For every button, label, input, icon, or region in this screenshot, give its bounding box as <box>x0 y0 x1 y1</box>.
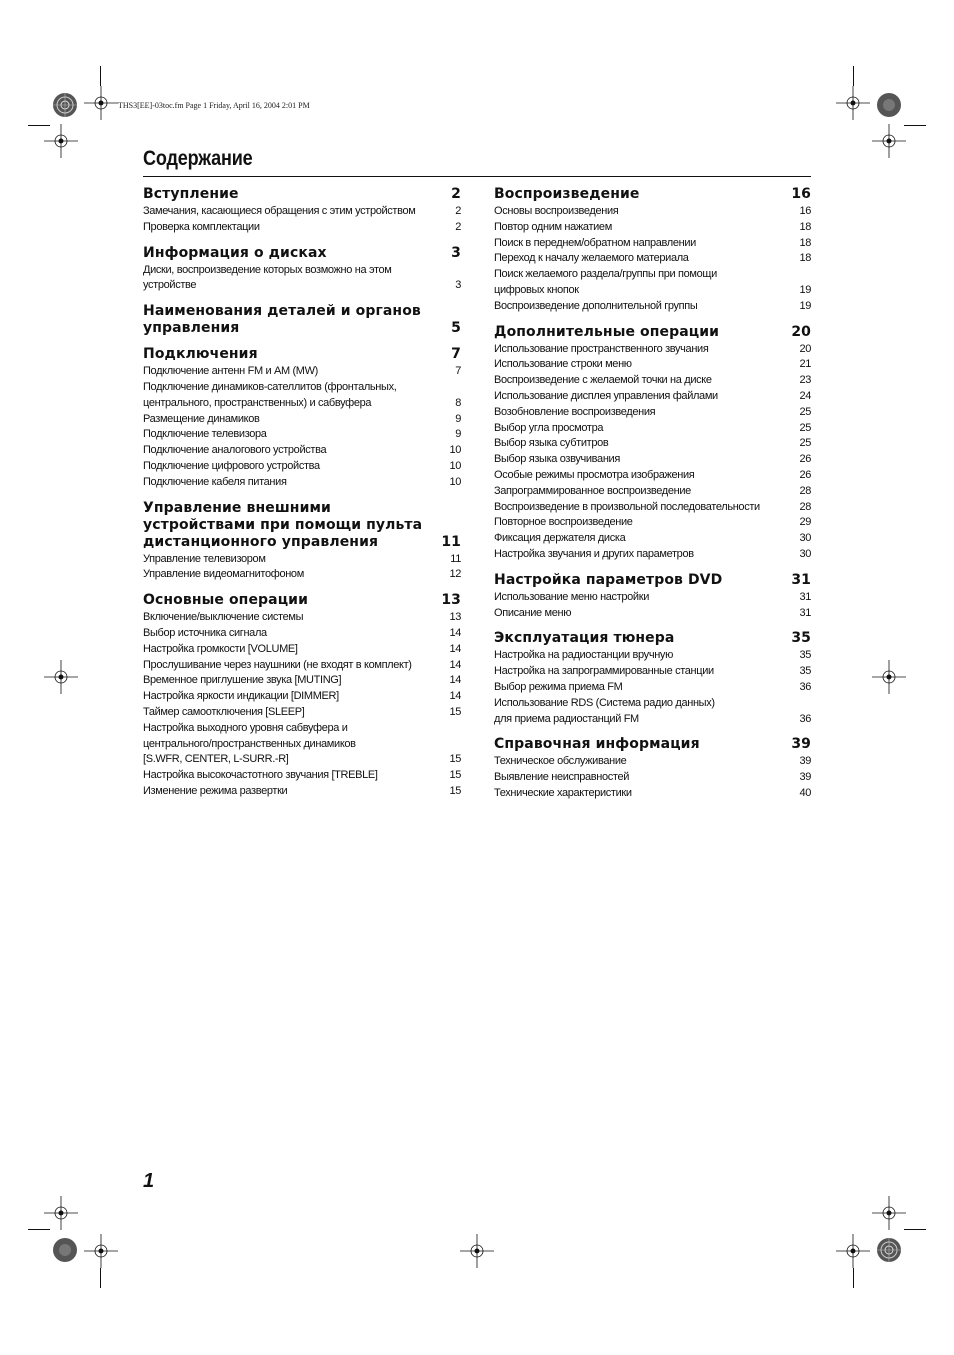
entry-title: Выбор языка субтитров <box>494 437 609 450</box>
entry-title: Подключение антенн FM и AM (MW) <box>143 365 318 378</box>
crosshair-mark-top-right <box>836 86 870 120</box>
entry-title: Подключение аналогового устройства <box>143 444 327 457</box>
section-heading[interactable] <box>143 534 461 551</box>
entry-title: Прослушивание через наушники (не входят в комплект) <box>143 658 412 671</box>
crosshair-mark-middle-right <box>872 660 906 694</box>
registration-mark-bottom-left-circle <box>52 1237 78 1263</box>
crosshair-mark-bottom-right <box>836 1234 870 1268</box>
entry-page-number: 39 <box>799 771 811 784</box>
file-info-slug: THS3[EE]-03toc.fm Page 1 Friday, April 16, 2004 2:01 PM <box>118 101 310 110</box>
entry-title: цифровых кнопок <box>494 283 579 296</box>
entry-page-number: 30 <box>799 547 811 560</box>
entry-title-line[interactable]: Подключение динамиков-сателлитов (фронтальных, <box>143 380 397 393</box>
entry-page-number: 25 <box>799 421 811 434</box>
entry-title: Таймер самоотключения [SLEEP] <box>143 705 305 718</box>
entry-page-number: 10 <box>449 475 461 488</box>
crosshair-mark-lower-right <box>872 1196 906 1230</box>
toc-entry[interactable] <box>143 689 461 705</box>
entry-title: Техническое обслуживание <box>494 755 627 768</box>
entry-page-number: 20 <box>799 342 811 355</box>
trim-line-bottom-right-horizontal <box>904 1229 926 1230</box>
toc-section <box>494 324 811 563</box>
title-rule <box>143 176 811 177</box>
toc-entry[interactable] <box>494 236 811 252</box>
section-heading-label: Подключения <box>143 346 258 363</box>
entry-page-number: 40 <box>799 786 811 799</box>
entry-title: Использование строки меню <box>494 358 632 371</box>
entry-page-number: 26 <box>799 468 811 481</box>
entry-page-number: 28 <box>799 484 811 497</box>
entry-page-number: 31 <box>799 590 811 603</box>
entry-title: Повторное воспроизведение <box>494 516 633 529</box>
toc-entry[interactable] <box>494 299 811 315</box>
toc-section <box>143 500 461 584</box>
entry-title: Описание меню <box>494 606 572 619</box>
entry-page-number: 29 <box>799 516 811 529</box>
toc-entry[interactable] <box>494 590 811 606</box>
crosshair-mark-upper-right <box>872 124 906 158</box>
section-heading-label: Вступление <box>143 186 239 202</box>
section-heading[interactable] <box>494 572 811 589</box>
toc-entry[interactable] <box>143 752 461 768</box>
toc-section <box>494 736 811 801</box>
entry-title: [S.WFR, CENTER, L-SURR.-R] <box>143 753 289 766</box>
entry-page-number: 31 <box>799 606 811 619</box>
section-page-number: 35 <box>791 630 811 647</box>
registration-mark-top-right-circle <box>876 92 902 118</box>
section-heading[interactable] <box>143 346 461 363</box>
entry-list <box>494 590 811 622</box>
entry-list <box>143 552 461 584</box>
entry-page-number: 25 <box>799 405 811 418</box>
entry-title: Выбор угла просмотра <box>494 421 604 434</box>
toc-entry[interactable] <box>143 552 461 568</box>
crosshair-mark-lower-left <box>44 1196 78 1230</box>
toc-entry[interactable] <box>494 357 811 373</box>
section-page-number: 31 <box>791 571 811 588</box>
section-page-number: 11 <box>441 533 461 550</box>
toc-entry[interactable] <box>143 412 461 428</box>
entry-title: Возобновление воспроизведения <box>494 405 656 418</box>
entry-title: Включение/выключение системы <box>143 611 304 624</box>
section-heading[interactable] <box>143 592 461 609</box>
toc-entry[interactable] <box>143 705 461 721</box>
entry-title: Поиск в переднем/обратном направлении <box>494 236 696 249</box>
toc-entry[interactable] <box>143 220 461 236</box>
toc-entry[interactable] <box>494 283 811 299</box>
entry-page-number: 30 <box>799 532 811 545</box>
entry-page-number: 14 <box>449 626 461 639</box>
entry-page-number: 12 <box>449 568 461 581</box>
entry-page-number: 11 <box>450 552 461 565</box>
section-heading-label: дистанционного управления <box>143 533 379 550</box>
entry-title: Замечания, касающиеся обращения с этим устройством <box>143 205 416 217</box>
entry-title: Выбор режима приема FM <box>494 680 623 693</box>
entry-list <box>494 754 811 801</box>
entry-page-number: 28 <box>799 500 811 513</box>
toc-entry[interactable] <box>494 648 811 664</box>
section-heading-line[interactable]: Управление внешними <box>143 499 331 516</box>
entry-title: Выявление неисправностей <box>494 771 630 784</box>
entry-page-number: 13 <box>449 611 461 624</box>
section-heading[interactable] <box>143 186 461 203</box>
toc-entry[interactable] <box>494 531 811 547</box>
entry-page-number: 10 <box>449 444 461 457</box>
entry-title: Переход к началу желаемого материала <box>494 252 689 265</box>
entry-title: Запрограммированное воспроизведение <box>494 484 691 497</box>
entry-title: Воспроизведение с желаемой точки на диске <box>494 374 712 387</box>
toc-entry[interactable] <box>494 515 811 531</box>
section-heading-label: Воспроизведение <box>494 186 640 202</box>
toc-section <box>143 346 461 490</box>
toc-section <box>494 186 811 315</box>
toc-entry[interactable] <box>143 658 461 674</box>
trim-line-top-left-vertical <box>100 66 101 86</box>
toc-entry[interactable] <box>143 427 461 443</box>
toc-entry[interactable] <box>143 567 461 583</box>
toc-entry[interactable] <box>494 452 811 468</box>
toc-entry[interactable] <box>494 373 811 389</box>
entry-page-number: 2 <box>455 205 461 217</box>
entry-list <box>143 610 461 800</box>
entry-title: Настройка звучания и других параметров <box>494 547 694 560</box>
page-number: 1 <box>143 1170 155 1192</box>
entry-title: Настройка на радиостанции вручную <box>494 649 673 662</box>
crosshair-mark-bottom-center <box>460 1234 494 1268</box>
toc-entry[interactable] <box>494 405 811 421</box>
toc-entry[interactable] <box>494 500 811 516</box>
section-page-number: 16 <box>791 186 811 202</box>
toc-section <box>143 303 461 337</box>
toc-entry[interactable] <box>143 278 461 294</box>
entry-page-number: 19 <box>799 299 811 312</box>
entry-page-number: 18 <box>799 220 811 233</box>
entry-title: Повтор одним нажатием <box>494 220 612 233</box>
toc-entry[interactable] <box>494 342 811 358</box>
entry-page-number: 8 <box>455 396 461 409</box>
toc-entry[interactable] <box>143 642 461 658</box>
toc-entry[interactable] <box>494 664 811 680</box>
toc-entry[interactable] <box>143 626 461 642</box>
entry-title: Изменение режима развертки <box>143 784 288 797</box>
toc-entry[interactable] <box>143 475 461 491</box>
toc-entry[interactable] <box>143 673 461 689</box>
toc-section <box>143 186 461 236</box>
section-heading-label: Основные операции <box>143 592 309 609</box>
entry-title-line[interactable]: центрального/пространственных динамиков <box>143 737 356 750</box>
toc-column-right <box>494 186 811 811</box>
entry-page-number: 18 <box>799 252 811 265</box>
entry-list <box>143 364 461 490</box>
entry-title: Проверка комплектации <box>143 220 260 233</box>
toc-entry[interactable] <box>143 784 461 800</box>
toc-entry[interactable] <box>143 204 461 220</box>
section-heading-label: Эксплуатация тюнера <box>494 630 675 647</box>
toc-column-left <box>143 186 461 809</box>
registration-mark-bottom-right-circle <box>876 1237 902 1263</box>
section-heading[interactable] <box>494 630 811 647</box>
section-page-number: 2 <box>451 186 461 202</box>
crosshair-mark-bottom-left <box>84 1234 118 1268</box>
toc-entry[interactable] <box>494 680 811 696</box>
entry-list <box>494 342 811 563</box>
toc-section <box>494 572 811 622</box>
entry-page-number: 18 <box>799 236 811 249</box>
entry-page-number: 9 <box>455 412 461 425</box>
entry-page-number: 10 <box>449 459 461 472</box>
entry-title: Использование дисплея управления файлами <box>494 389 718 402</box>
entry-page-number: 15 <box>449 784 461 797</box>
section-page-number: 5 <box>451 320 461 337</box>
section-heading-line[interactable]: Наименования деталей и органов <box>143 303 421 320</box>
entry-title-line[interactable]: Использование RDS (Система радио данных) <box>494 696 715 709</box>
toc-section <box>143 592 461 800</box>
entry-title: Подключение кабеля питания <box>143 475 287 488</box>
section-heading[interactable] <box>143 245 461 262</box>
toc-entry[interactable] <box>494 484 811 500</box>
toc-entry[interactable] <box>494 754 811 770</box>
entry-title: Настройка высокочастотного звучания [TREBLE] <box>143 769 378 782</box>
section-page-number: 13 <box>441 592 461 609</box>
entry-title: Использование пространственного звучания <box>494 342 709 355</box>
entry-title: устройстве <box>143 279 197 292</box>
entry-page-number: 21 <box>799 358 811 371</box>
section-page-number: 7 <box>451 346 461 363</box>
entry-title: Особые режимы просмотра изображения <box>494 468 695 481</box>
toc-entry[interactable] <box>494 468 811 484</box>
entry-page-number: 14 <box>449 642 461 655</box>
entry-title: центрального, пространственных) и сабвуфера <box>143 396 372 409</box>
toc-entry[interactable] <box>143 364 461 380</box>
entry-title-line[interactable]: Диски, воспроизведение которых возможно на этом <box>143 263 392 276</box>
trim-line-top-right-horizontal <box>904 125 926 126</box>
entry-title: Управление телевизором <box>143 552 266 565</box>
toc-entry[interactable] <box>143 443 461 459</box>
page-title: Содержание <box>143 147 253 170</box>
section-heading-label: Информация о дисках <box>143 244 327 261</box>
toc-entry[interactable] <box>494 436 811 452</box>
trim-line-bottom-right-vertical <box>853 1268 854 1288</box>
crosshair-mark-middle-left <box>44 660 78 694</box>
toc-entry[interactable] <box>494 712 811 728</box>
toc-section <box>494 630 811 727</box>
entry-page-number: 36 <box>799 712 811 725</box>
entry-page-number: 35 <box>799 665 811 678</box>
entry-page-number: 36 <box>799 680 811 693</box>
entry-page-number: 23 <box>799 374 811 387</box>
entry-page-number: 14 <box>449 690 461 703</box>
section-heading[interactable] <box>143 320 461 337</box>
toc-entry[interactable] <box>494 606 811 622</box>
section-page-number: 20 <box>791 323 811 340</box>
entry-page-number: 39 <box>799 755 811 768</box>
section-page-number: 3 <box>451 244 461 261</box>
trim-line-bottom-left-vertical <box>100 1268 101 1288</box>
toc-entry[interactable] <box>494 389 811 405</box>
crosshair-mark-top-left <box>84 86 118 120</box>
entry-list <box>494 204 811 315</box>
toc-entry[interactable] <box>143 396 461 412</box>
toc-entry[interactable] <box>494 786 811 802</box>
entry-page-number: 14 <box>449 674 461 687</box>
entry-title: Использование меню настройки <box>494 590 649 603</box>
entry-title: Размещение динамиков <box>143 412 260 425</box>
entry-title: Воспроизведение в произвольной последовательности <box>494 500 760 513</box>
entry-title: Временное приглушение звука [MUTING] <box>143 674 342 687</box>
entry-list <box>143 263 461 295</box>
entry-page-number: 24 <box>799 389 811 402</box>
toc-entry[interactable] <box>494 770 811 786</box>
entry-title: Выбор языка озвучивания <box>494 453 620 466</box>
entry-page-number: 19 <box>799 283 811 296</box>
entry-page-number: 25 <box>799 437 811 450</box>
toc-section <box>143 245 461 295</box>
section-heading-label: Справочная информация <box>494 736 700 753</box>
crosshair-mark-upper-left <box>44 124 78 158</box>
section-page-number: 39 <box>791 736 811 753</box>
section-heading-label: управления <box>143 320 240 337</box>
entry-title: Технические характеристики <box>494 786 632 799</box>
trim-line-top-right-vertical <box>853 66 854 86</box>
entry-title: Воспроизведение дополнительной группы <box>494 299 698 312</box>
entry-page-number: 14 <box>449 658 461 671</box>
toc-entry[interactable] <box>143 768 461 784</box>
section-heading-line[interactable]: устройствами при помощи пульта <box>143 516 423 533</box>
section-heading[interactable] <box>494 736 811 753</box>
entry-page-number: 15 <box>449 705 461 718</box>
entry-title: Настройка на запрограммированные станции <box>494 665 714 678</box>
trim-line-top-left-horizontal <box>28 125 50 126</box>
entry-page-number: 15 <box>449 769 461 782</box>
entry-title: Выбор источника сигнала <box>143 626 267 639</box>
entry-page-number: 35 <box>799 649 811 662</box>
entry-title-line[interactable]: Настройка выходного уровня сабвуфера и <box>143 721 348 734</box>
entry-page-number: 16 <box>799 205 811 217</box>
entry-page-number: 7 <box>455 365 461 378</box>
entry-title-line[interactable]: Поиск желаемого раздела/группы при помощи <box>494 268 717 281</box>
toc-entry[interactable] <box>494 220 811 236</box>
entry-page-number: 15 <box>449 753 461 766</box>
entry-page-number: 9 <box>455 428 461 441</box>
entry-title: для приема радиостанций FM <box>494 712 639 725</box>
toc-entry[interactable] <box>494 421 811 437</box>
section-heading-label: Дополнительные операции <box>494 323 720 340</box>
toc-entry[interactable] <box>494 547 811 563</box>
section-heading[interactable] <box>494 324 811 341</box>
toc-entry[interactable] <box>143 459 461 475</box>
registration-mark-top-left-circle <box>52 92 78 118</box>
entry-list <box>143 204 461 236</box>
entry-title: Основы воспроизведения <box>494 205 619 217</box>
section-heading-label: Настройка параметров DVD <box>494 571 723 588</box>
entry-page-number: 3 <box>455 279 461 292</box>
toc-entry[interactable] <box>494 251 811 267</box>
entry-title: Настройка громкости [VOLUME] <box>143 642 298 655</box>
entry-list <box>494 648 811 727</box>
entry-title: Подключение цифрового устройства <box>143 459 320 472</box>
section-heading[interactable] <box>494 186 811 203</box>
trim-line-bottom-left-horizontal <box>28 1229 50 1230</box>
entry-title: Фиксация держателя диска <box>494 532 626 545</box>
entry-title: Подключение телевизора <box>143 428 267 441</box>
entry-page-number: 2 <box>455 220 461 233</box>
entry-page-number: 26 <box>799 453 811 466</box>
toc-entry[interactable] <box>143 610 461 626</box>
entry-title: Управление видеомагнитофоном <box>143 568 304 581</box>
toc-entry[interactable] <box>494 204 811 220</box>
entry-title: Настройка яркости индикации [DIMMER] <box>143 690 339 703</box>
